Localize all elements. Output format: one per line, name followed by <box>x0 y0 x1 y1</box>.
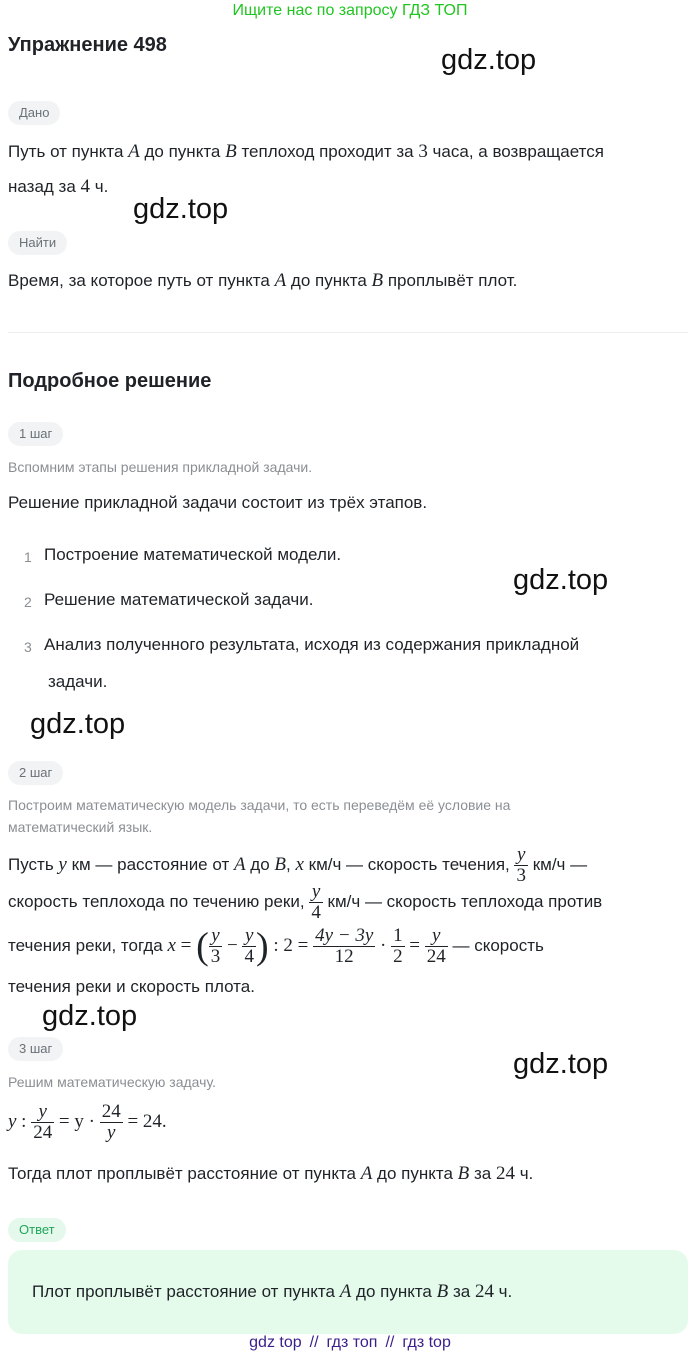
footer-links <box>0 1334 700 1352</box>
footer-separator: // <box>309 1334 319 1351</box>
fraction: $\frac{y}{4}$ <box>244 925 254 968</box>
list-item-number: 2 <box>24 594 32 610</box>
step-3-hint: Решим математическую задачу. <box>8 1074 216 1090</box>
fraction: $\frac{4y - 3y}{12}$ <box>315 925 374 968</box>
watermark: gdz.top <box>30 708 126 740</box>
step-2-line4: течения реки и скорость плота. <box>8 977 255 996</box>
fraction: $\frac{1}{2}$ <box>393 925 403 968</box>
given-text-line2: назад за 4 ч. <box>8 176 109 197</box>
list-item-number: 3 <box>24 639 32 655</box>
watermark: gdz.top <box>42 1000 138 1032</box>
fraction: $\frac{y}{24}$ <box>33 1101 53 1144</box>
list-item-number: 1 <box>24 549 32 565</box>
footer-separator: // <box>385 1334 395 1351</box>
footer-link[interactable]: гдз топ <box>326 1334 378 1351</box>
step-2-line3: течения реки, тогда x = ( $\frac{y}{3}$ − $\frac{y}{4}$ ) : 2 = $\frac{4y - 3y}{12}$ · $\frac{1}{2}$ = $\frac{y}{24}$ — скорость <box>8 925 544 968</box>
fraction: $\frac{y}{4}$ <box>311 881 321 924</box>
footer-link[interactable]: гдз top <box>402 1334 451 1351</box>
watermark: gdz.top <box>513 564 609 596</box>
watermark: gdz.top <box>133 193 229 225</box>
find-badge: Найти <box>8 231 67 255</box>
step-3-badge: 3 шаг <box>8 1037 63 1061</box>
watermark: gdz.top <box>441 44 537 76</box>
search-banner: Ищите нас по запросу ГДЗ ТОП <box>232 2 468 19</box>
step-2-hint-line1: Построим математическую модель задачи, то есть переведём её условие на <box>8 797 511 813</box>
step-1-hint: Вспомним этапы решения прикладной задачи. <box>8 459 313 475</box>
list-item-continued: задачи. <box>48 672 108 691</box>
step-3-conclusion: Тогда плот проплывёт расстояние от пункта A до пункта B за 24 ч. <box>8 1163 534 1184</box>
solution-title: Подробное решение <box>8 370 212 392</box>
step-2-line2: скорость теплохода по течению реки, $\frac{y}{4}$ км/ч — скорость теплохода против <box>8 881 603 924</box>
list-item: Построение математической модели. <box>44 545 342 564</box>
list-item: Решение математической задачи. <box>44 590 314 609</box>
fraction: $\frac{y}{24}$ <box>426 925 446 968</box>
section-divider <box>8 332 688 333</box>
list-item: Анализ полученного результата, исходя из содержания прикладной <box>44 635 580 654</box>
fraction: $\frac{y}{3}$ <box>516 844 526 887</box>
step-3-equation: y : $\frac{y}{24}$ = y · $\frac{24}{y}$ = 24. <box>8 1101 167 1144</box>
watermark: gdz.top <box>513 1048 609 1080</box>
fraction: $\frac{24}{y}$ <box>101 1101 121 1144</box>
footer-link[interactable]: gdz top <box>249 1334 302 1351</box>
step-2-hint-line2: математический язык. <box>8 819 153 835</box>
step-2-badge: 2 шаг <box>8 761 63 785</box>
fraction: $\frac{y}{3}$ <box>210 925 221 968</box>
given-badge: Дано <box>8 101 60 125</box>
page-title: Упражнение 498 <box>8 34 167 56</box>
answer-text: Плот проплывёт расстояние от пункта A до пункта B за 24 ч. <box>32 1281 513 1302</box>
answer-badge: Ответ <box>8 1218 66 1242</box>
step-2-line1: Пусть y км — расстояние от A до B, x км/ч — скорость течения, $\frac{y}{3}$ км/ч — <box>8 844 588 887</box>
step-1-intro: Решение прикладной задачи состоит из трёх этапов. <box>8 493 428 512</box>
given-text-line1: Путь от пункта A до пункта B теплоход проходит за 3 часа, а возвращается <box>8 141 604 162</box>
find-text: Время, за которое путь от пункта A до пункта B проплывёт плот. <box>8 270 518 291</box>
step-1-badge: 1 шаг <box>8 422 63 446</box>
